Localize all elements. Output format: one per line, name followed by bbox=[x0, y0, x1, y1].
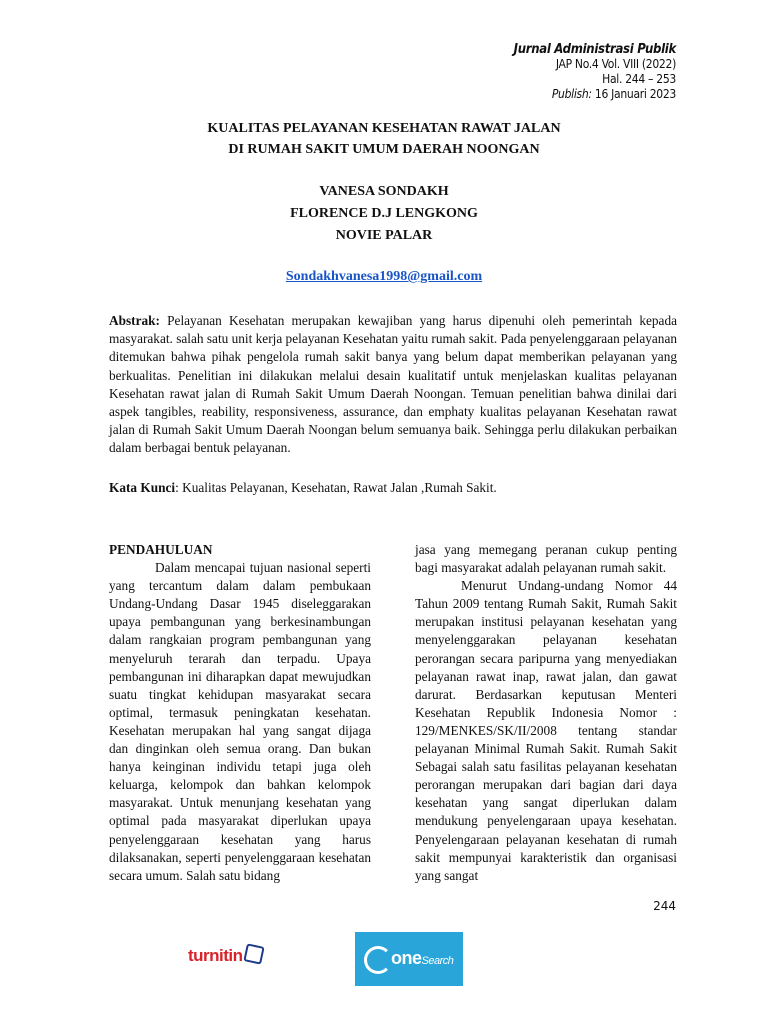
journal-name: Jurnal Administrasi Publik bbox=[513, 42, 676, 57]
journal-header bbox=[514, 42, 676, 102]
abstract bbox=[109, 312, 677, 458]
section-heading: PENDAHULUAN bbox=[109, 542, 213, 557]
onesearch-sub: Search bbox=[421, 955, 454, 967]
publish-label: Publish: bbox=[551, 87, 592, 101]
body-paragraph: jasa yang memegang peranan cukup penting bagi masyarakat adalah pelayanan rumah sakit. bbox=[415, 542, 677, 576]
onesearch-logo bbox=[355, 932, 463, 986]
page-number: 244 bbox=[653, 899, 676, 913]
abstract-label: Abstrak: bbox=[109, 313, 160, 328]
paper-title-line2: DI RUMAH SAKIT UMUM DAERAH NOONGAN bbox=[228, 142, 540, 157]
author-2: FLORENCE D.J LENGKONG bbox=[290, 206, 478, 221]
author-email bbox=[0, 269, 768, 285]
onesearch-brand: one bbox=[391, 948, 422, 968]
turnitin-logo bbox=[188, 945, 263, 966]
email-link[interactable]: Sondakhvanesa1998@gmail.com bbox=[285, 269, 483, 284]
author-3: NOVIE PALAR bbox=[335, 228, 433, 243]
paper-title-line1: KUALITAS PELAYANAN KESEHATAN RAWAT JALAN bbox=[207, 121, 561, 136]
body-paragraph: Dalam mencapai tujuan nasional seperti yang tercantum dalam dalam pembukaan Undang-Undang Dasar 1945 diseleggarakan upaya pembangunan yang berkesinambungan dalam rangkaian program pembangunan yang menyeluruh terarah dan terpadu. Upaya pembangunan ini diharapkan dapat mewujudkan suatu tingkat kehidupan masyarakat secara optimal, termasuk peningkatan kesehatan. Kesehatan merupakan hal yang sangat dijaga dan dinginkan oleh semua orang. Dan bukan hanya keinginan individu tetapi juga oleh keluarga, kelompok dan bahkan kelompok masyarakat. Untuk menunjang kesehatan yang optimal pada masyarakat diperlukan upaya penyelenggaraan kesehatan yang harus dilaksanakan, seperti penyelenggaraan kesehatan secara umum. Salah satu bidang bbox=[109, 560, 371, 883]
keywords bbox=[109, 479, 677, 497]
author-1: VANESA SONDAKH bbox=[319, 184, 449, 199]
journal-volume: JAP No.4 Vol. VIII (2022) bbox=[555, 57, 676, 71]
body-paragraph: Menurut Undang-undang Nomor 44 Tahun 2009 tentang Rumah Sakit, Rumah Sakit merupakan institusi pelayanan kesehatan yang menyelenggarakan pelayanan kesehatan perorangan secara paripurna yang menyediakan pelayanan rawat inap, rawat jalan, dan gawat darurat. Berdasarkan keputusan Menteri Kesehatan Republik Indonesia Nomor : 129/MENKES/SK/II/2008 tentang standar pelayanan Minimal Rumah Sakit. Rumah Sakit Sebagai salah satu fasilitas pelayanan kesehatan perorangan merupakan dari bagian dari daya kesehatan yang sangat diperlukan dalam mendukung penyelengaraan upaya kesehatan. Penyelengaraan pelayanan kesehatan di rumah sakit mempunyai karakteristik dan organisasi yang sangat bbox=[415, 578, 677, 883]
body-column-right bbox=[415, 541, 677, 885]
journal-publish bbox=[514, 87, 676, 102]
onesearch-icon bbox=[364, 946, 392, 974]
abstract-text: Pelayanan Kesehatan merupakan kewajiban yang harus dipenuhi oleh pemerintah kepada masyarakat. salah satu unit kerja pelayanan Kesehatan yaitu rumah sakit. Pada penyelenggaraan pelayanan ditemukan bahwa pihak pengelola rumah sakit banya yang belum dapat memberikan pelayanan yang berkualitas. Penelitian ini dilakukan melalui desain kualitatif untuk menjelaskan kualitas pelayanan Kesehatan rawat jalan di Rumah Sakit Umum Daerah Noongan. Temuan penelitian bahwa dinilai dari aspek tangibles, reability, responsiveness, assurance, dan emphaty kualitas pelayanan Kesehatan rawat jalan di Rumah Sakit Umum Daerah Noongan belum semuanya baik. Sehingga perlu dilakukan perbaikan dalam berbagai bentuk pelayanan. bbox=[109, 313, 677, 456]
keywords-label: Kata Kunci bbox=[109, 480, 176, 495]
turnitin-wordmark: turnitin bbox=[188, 946, 243, 965]
onesearch-wordmark bbox=[391, 948, 453, 969]
keywords-text: : Kualitas Pelayanan, Kesehatan, Rawat Jalan ,Rumah Sakit. bbox=[175, 480, 497, 495]
body-column-left bbox=[109, 541, 371, 885]
journal-pages: Hal. 244 – 253 bbox=[602, 72, 676, 86]
turnitin-icon bbox=[243, 943, 264, 964]
publish-date: 16 Januari 2023 bbox=[591, 87, 676, 101]
